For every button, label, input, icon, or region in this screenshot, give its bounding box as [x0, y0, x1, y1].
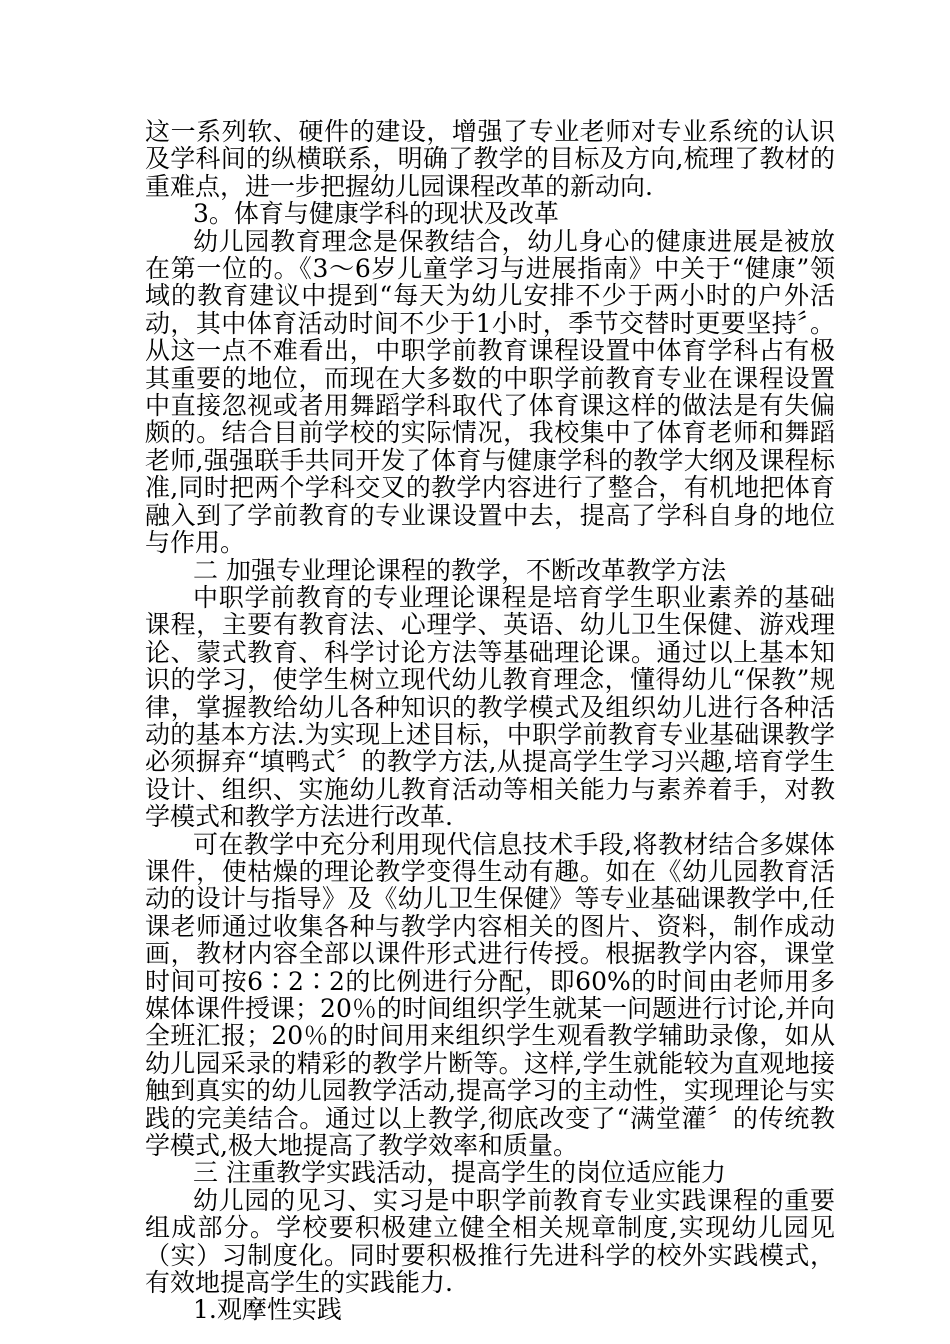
paragraph: 幼儿园的见习、实习是中职学前教育专业实践课程的重要组成部分。学校要积极建立健全相关规章制度,实现幼儿园见（实）习制度化。同时要积极推行先进科学的校外实践模式，有效地提高学生的实践能力.: [145, 1185, 835, 1298]
section-heading: 二 加强专业理论课程的教学，不断改革教学方法: [193, 555, 726, 585]
paragraph: 幼儿园教育理念是保教结合，幼儿身心的健康进展是被放在第一位的。《3～6岁儿童学习与进展指南》中关于“健康”领域的教育建议中提到“每天为幼儿安排不少于两小时的户外活动，其中体育活动时间不少于1小时，季节交替时更要坚持〞。从这一点不难看出，中职学前教育课程设置中体育学科占有极其重要的地位，而现在大多数的中职学前教育专业在课程设置中直接忽视或者用舞蹈学科取代了体育课这样的做法是有失偏颇的。结合目前学校的实际情况，我校集中了体育老师和舞蹈老师,强强联手共同开发了体育与健康学科的教学大纲及课程标准,同时把两个学科交叉的教学内容进行了整合，有机地把体育融入到了学前教育的专业课设置中去，提高了学科自身的地位与作用。: [145, 226, 835, 558]
paragraph: 中职学前教育的专业理论课程是培育学生职业素养的基础课程，主要有教育法、心理学、英语、幼儿卫生保健、游戏理论、蒙式教育、科学讨论方法等基础理论课。通过以上基本知识的学习，使学生树立现代幼儿教育理念，懂得幼儿“保教”规律，掌握教给幼儿各种知识的教学模式及组织幼儿进行各种活动的基本方法.为实现上述目标，中职学前教育专业基础课教学必须摒弃“填鸭式〞的教学方法,从提高学生学习兴趣,培育学生设计、组织、实施幼儿教育活动等相关能力与素养着手，对教学模式和教学方法进行改革.: [145, 582, 835, 832]
section-heading: 1.观摩性实践: [193, 1295, 342, 1325]
section-heading: 三 注重教学实践活动，提高学生的岗位适应能力: [193, 1158, 726, 1188]
section-heading: 3。体育与健康学科的现状及改革: [193, 199, 559, 229]
document-page: [145, 118, 835, 1324]
paragraph: 这一系列软、硬件的建设，增强了专业老师对专业系统的认识及学科间的纵横联系，明确了教学的目标及方向,梳理了教材的重难点，进一步把握幼儿园课程改革的新动向.: [145, 117, 835, 201]
paragraph: 可在教学中充分利用现代信息技术手段,将教材结合多媒体课件，使枯燥的理论教学变得生动有趣。如在《幼儿园教育活动的设计与指导》及《幼儿卫生保健》等专业基础课教学中,任课老师通过收集各种与教学内容相关的图片、资料，制作成动画，教材内容全部以课件形式进行传授。根据教学内容，课堂时间可按6∶2∶2的比例进行分配，即60%的时间由老师用多媒体课件授课；20％的时间组织学生就某一问题进行讨论,并向全班汇报；20％的时间用来组织学生观看教学辅助录像，如从幼儿园采录的精彩的教学片断等。这样,学生就能较为直观地接触到真实的幼儿园教学活动,提高学习的主动性，实现理论与实践的完美结合。通过以上教学,彻底改变了“满堂灌〞的传统教学模式,极大地提高了教学效率和质量。: [145, 829, 835, 1161]
